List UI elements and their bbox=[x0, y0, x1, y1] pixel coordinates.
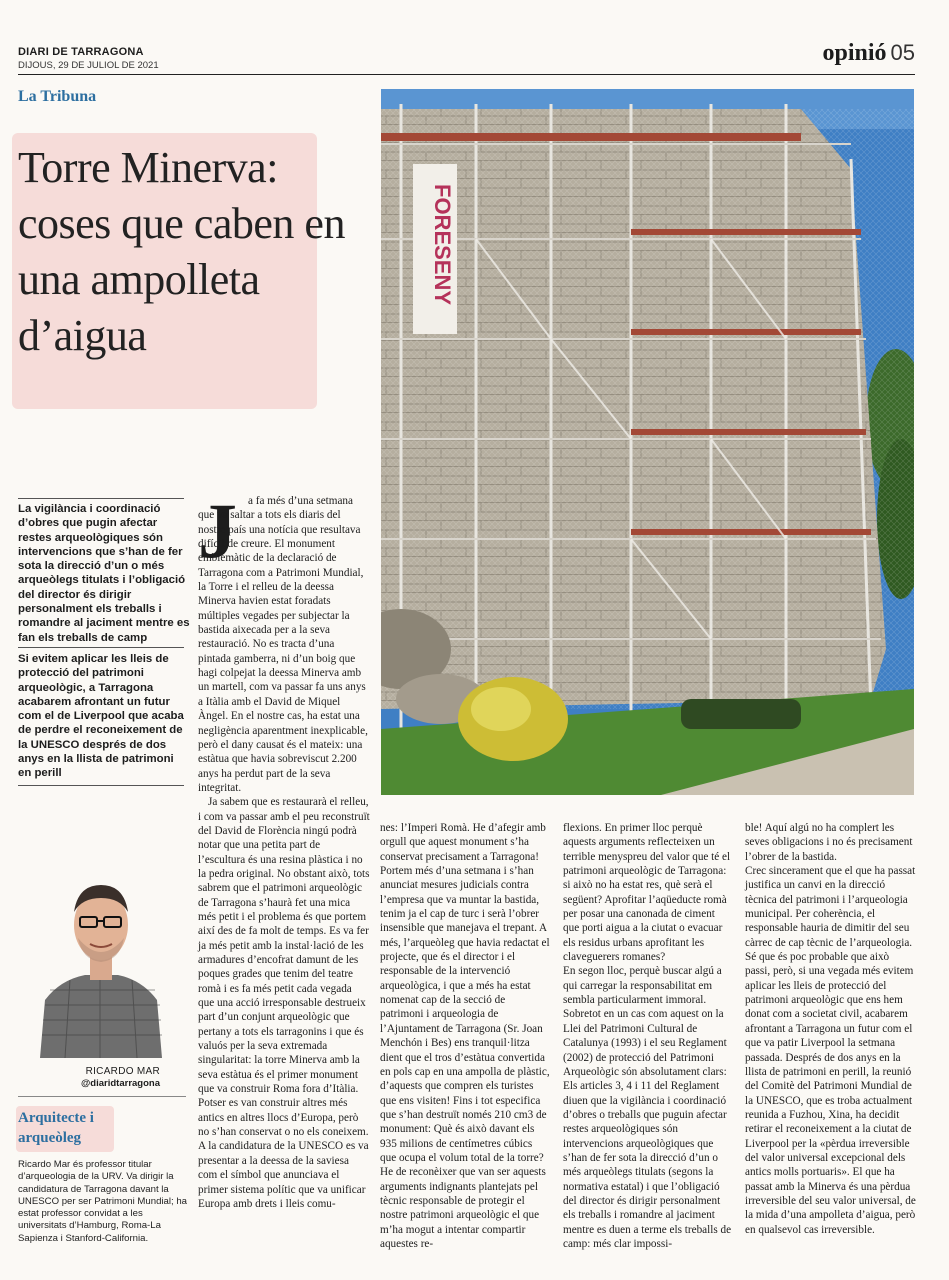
page-number: 05 bbox=[890, 40, 915, 65]
author-name: RICARDO MAR bbox=[85, 1066, 160, 1077]
tower-scaffolding-illustration bbox=[381, 89, 914, 795]
article-column-4: ble! Aquí algú no ha complert les seves obligacions i no és precisament l’obrer de la bastida. Crec sincerament que el que ha passat justifica un canvi en la direcció tècnica del patrimoni i l’arqueologia municipal. Per coherència, el responsable hauria de dimitir del seu càrrec de cap tècnic de l’arqueologia. Sé que és poc probable que això passi, però, si una vegada més evitem aplicar les lleis de protecció del patrimoni arqueològic que ens hem donat com a societat civil, acabarem afrontant a Tarragona un futur com el que va patir Liverpool la setmana passada. Després de dos anys en la llista de patrimoni en perill, la reunió del Comitè del Patrimoni Mundial de la UNESCO, que es troba actualment reunida a Fuzhou, Xina, ha decidit retirar el reconeixement a la ciutat de Liverpool per la «pèrdua irreversible del valor universal excepcional dels antics molls portuaris». El que ha passat amb la Minerva és una pèrdua irreversible del seu valor universal, de la mida d’una ampolleta d’aigua, però en qualsevol cas irreversible. bbox=[745, 822, 916, 1236]
article-photo bbox=[381, 89, 914, 795]
section-header bbox=[822, 40, 915, 67]
lead-rule bbox=[18, 647, 184, 648]
author-bio: Ricardo Mar és professor titular d’arqueologia de la URV. Va dirigir la candidatura de Tarragona davant la UNESCO per ser Patrimoni Mundial; ha estat professor convidat a les universitats d’Hamburg, Roma-La Sapienza i Stanford-California. bbox=[18, 1159, 188, 1244]
paragraph: Ja sabem que es restaurarà el relleu, i com va passar amb el peu reconstruït del David de Florència ningú podrà notar que una petita part de l’escultura és una resina plàstica i no la pedra original. No obstant això, tots sabrem que el patrimoni arqueològic de Tarragona s’haurà fet una mica més petit i el problema és que portem així des de fa molt de temps. Es va fer ja més petit amb la instal·lació de les armadures d’encofrat damunt de les poques grades que tenim del teatre romà i es fa més petit cada vegada que una acció irresponsable destrueix part d’un conjunt arqueològic que pertany a tots els tarragonins i que és valuós per la seva extremada singularitat: la torre Minerva amb la seva estàtua és el primer monument que va construir Roma fora d’Itàlia. Potser es van construir altres més antics en altres llocs d’Europa, però no s’han conservat o no els coneixem. A la candidatura de la UNESCO es va presentar a la deessa de la saviesa com el símbol que anunciava el primer sistema polític que va unificar Europa amb drets i lleis comu- bbox=[198, 796, 370, 1210]
lead-rule bbox=[18, 498, 184, 499]
article-column-1 bbox=[198, 487, 370, 1211]
author-photo bbox=[40, 870, 162, 1058]
author-handle: @diaridtarragona bbox=[81, 1078, 160, 1089]
publication-name: DIARI DE TARRAGONA bbox=[18, 46, 144, 58]
article-column-3: flexions. En primer lloc perquè aquests arguments reflecteixen un terrible menyspreu del valor que té el patrimoni arqueològic de Tarragona: si això no ha estat res, què serà el següent? Aprofitar l’aqüeducte romà per posar una canonada de ciment que porti aigua a la ciutat o evacuar els residus urbans aprofitant les claveguerers romanes? En segon lloc, perquè buscar algú a qui carregar la responsabilitat em sembla particularment immoral. Sobretot en un cas com aquest on la Llei del Patrimoni Cultural de Catalunya (1993) i el seu Reglament (2002) de protecció del Patrimoni Arqueològic són absolutament clars: Els articles 3, 4 i 11 del Reglament diuen que la vigilància i coordinació d’obres o treballs que puguin afectar restes arqueològiques són intervencions arqueològiques que s’han de fer sota la direcció d’un o més arqueòlegs titulats (segons la normativa estatal) i que l’obligació del director és dirigir personalment els treballs i romandre al jaciment mentre es duen a terme els treballs de camp: més clar impossi- bbox=[563, 822, 732, 1250]
kicker: La Tribuna bbox=[18, 88, 97, 105]
bio-heading: Arquitecte i arqueòleg bbox=[18, 1110, 94, 1146]
article-column-2: nes: l’Imperi Romà. He d’afegir amb orgull que aquest monument s’ha conservat precisament a Tarragona! Portem més d’una setmana i s’han anunciat mesures judicials contra l’empresa que va muntar la bastida, tenim ja el cap de turc i serà l’obrer insensible que manejava el trepant. A més, l’arqueòleg que havia redactat el projecte, que és el director i el responsable de la intervenció arqueològica, i que a més ha estat nomenat cap de la secció de patrimoni i arqueologia de l’Ajuntament de Tarragona (Sr. Joan Menchón i Bes) ens tranquil·litza dient que el tros d’estàtua convertida en pols cap en una ampolla de plàstic, d’aquests que compren els turistes que ens visiten! Fins i tot especifica que s’han destruït només 210 cm3 de monument: Què és això davant els 935 milions de centímetres cúbics que ocupa el volum total de la torre? He de reconèixer que van ser aquests arguments indignants plantejats pel tècnic responsable de protegir el nostre patrimoni arqueològic el que m’ha mogut a intentar compartir aquestes re- bbox=[380, 822, 550, 1250]
publication-date: DIJOUS, 29 DE JULIOL DE 2021 bbox=[18, 60, 159, 71]
lead-rule bbox=[18, 785, 184, 786]
headline: Torre Minerva: coses que caben en una ampolleta d’aigua bbox=[18, 143, 345, 360]
lead-quote: La vigilància i coordinació d’obres que pugin afectar restes arqueològiques són intervencions que s’han de fer sota la direcció d’un o més arqueòlegs titulats i l’obligació del director és dirigir personalment els treballs i romandre al jaciment mentre es fan els treballs de camp bbox=[18, 503, 190, 644]
header-rule bbox=[18, 74, 915, 75]
section-title: opinió bbox=[822, 40, 887, 66]
banner-text: FORESENY bbox=[430, 184, 455, 306]
dropcap: J bbox=[198, 487, 237, 574]
lead-quote: Si evitem aplicar les lleis de protecció del patrimoni arqueològic, a Tarragona acabarem afrontant un futur com el de Liverpool que acaba de perdre el reconeixement de la UNESCO després de dos anys en la llista de patrimoni en perill bbox=[18, 653, 184, 780]
paragraph: a fa més d’una setmana que va saltar a tots els diaris del nostre país una notícia que resultava difícil de creure. El monument emblemàtic de la declaració de Tarragona com a Patrimoni Mundial, la Torre i el relleu de la deessa Minerva havien estat foradats múltiples vegades per subjectar la bastida aixecada per a la seva restauració. No es tracta d’una pintada gamberra, ni d’un boig que hagi colpejat la deessa Minerva amb un martell, com va passar fa uns anys a Itàlia amb el David de Miquel Àngel. En el nostre cas, ha estat una negligència aparentment inexplicable, però el dany causat és el mateix: una estàtua que havia sobreviscut 2.200 anys ha perdut part de la seva integritat. bbox=[198, 495, 368, 794]
bio-rule bbox=[18, 1096, 186, 1097]
